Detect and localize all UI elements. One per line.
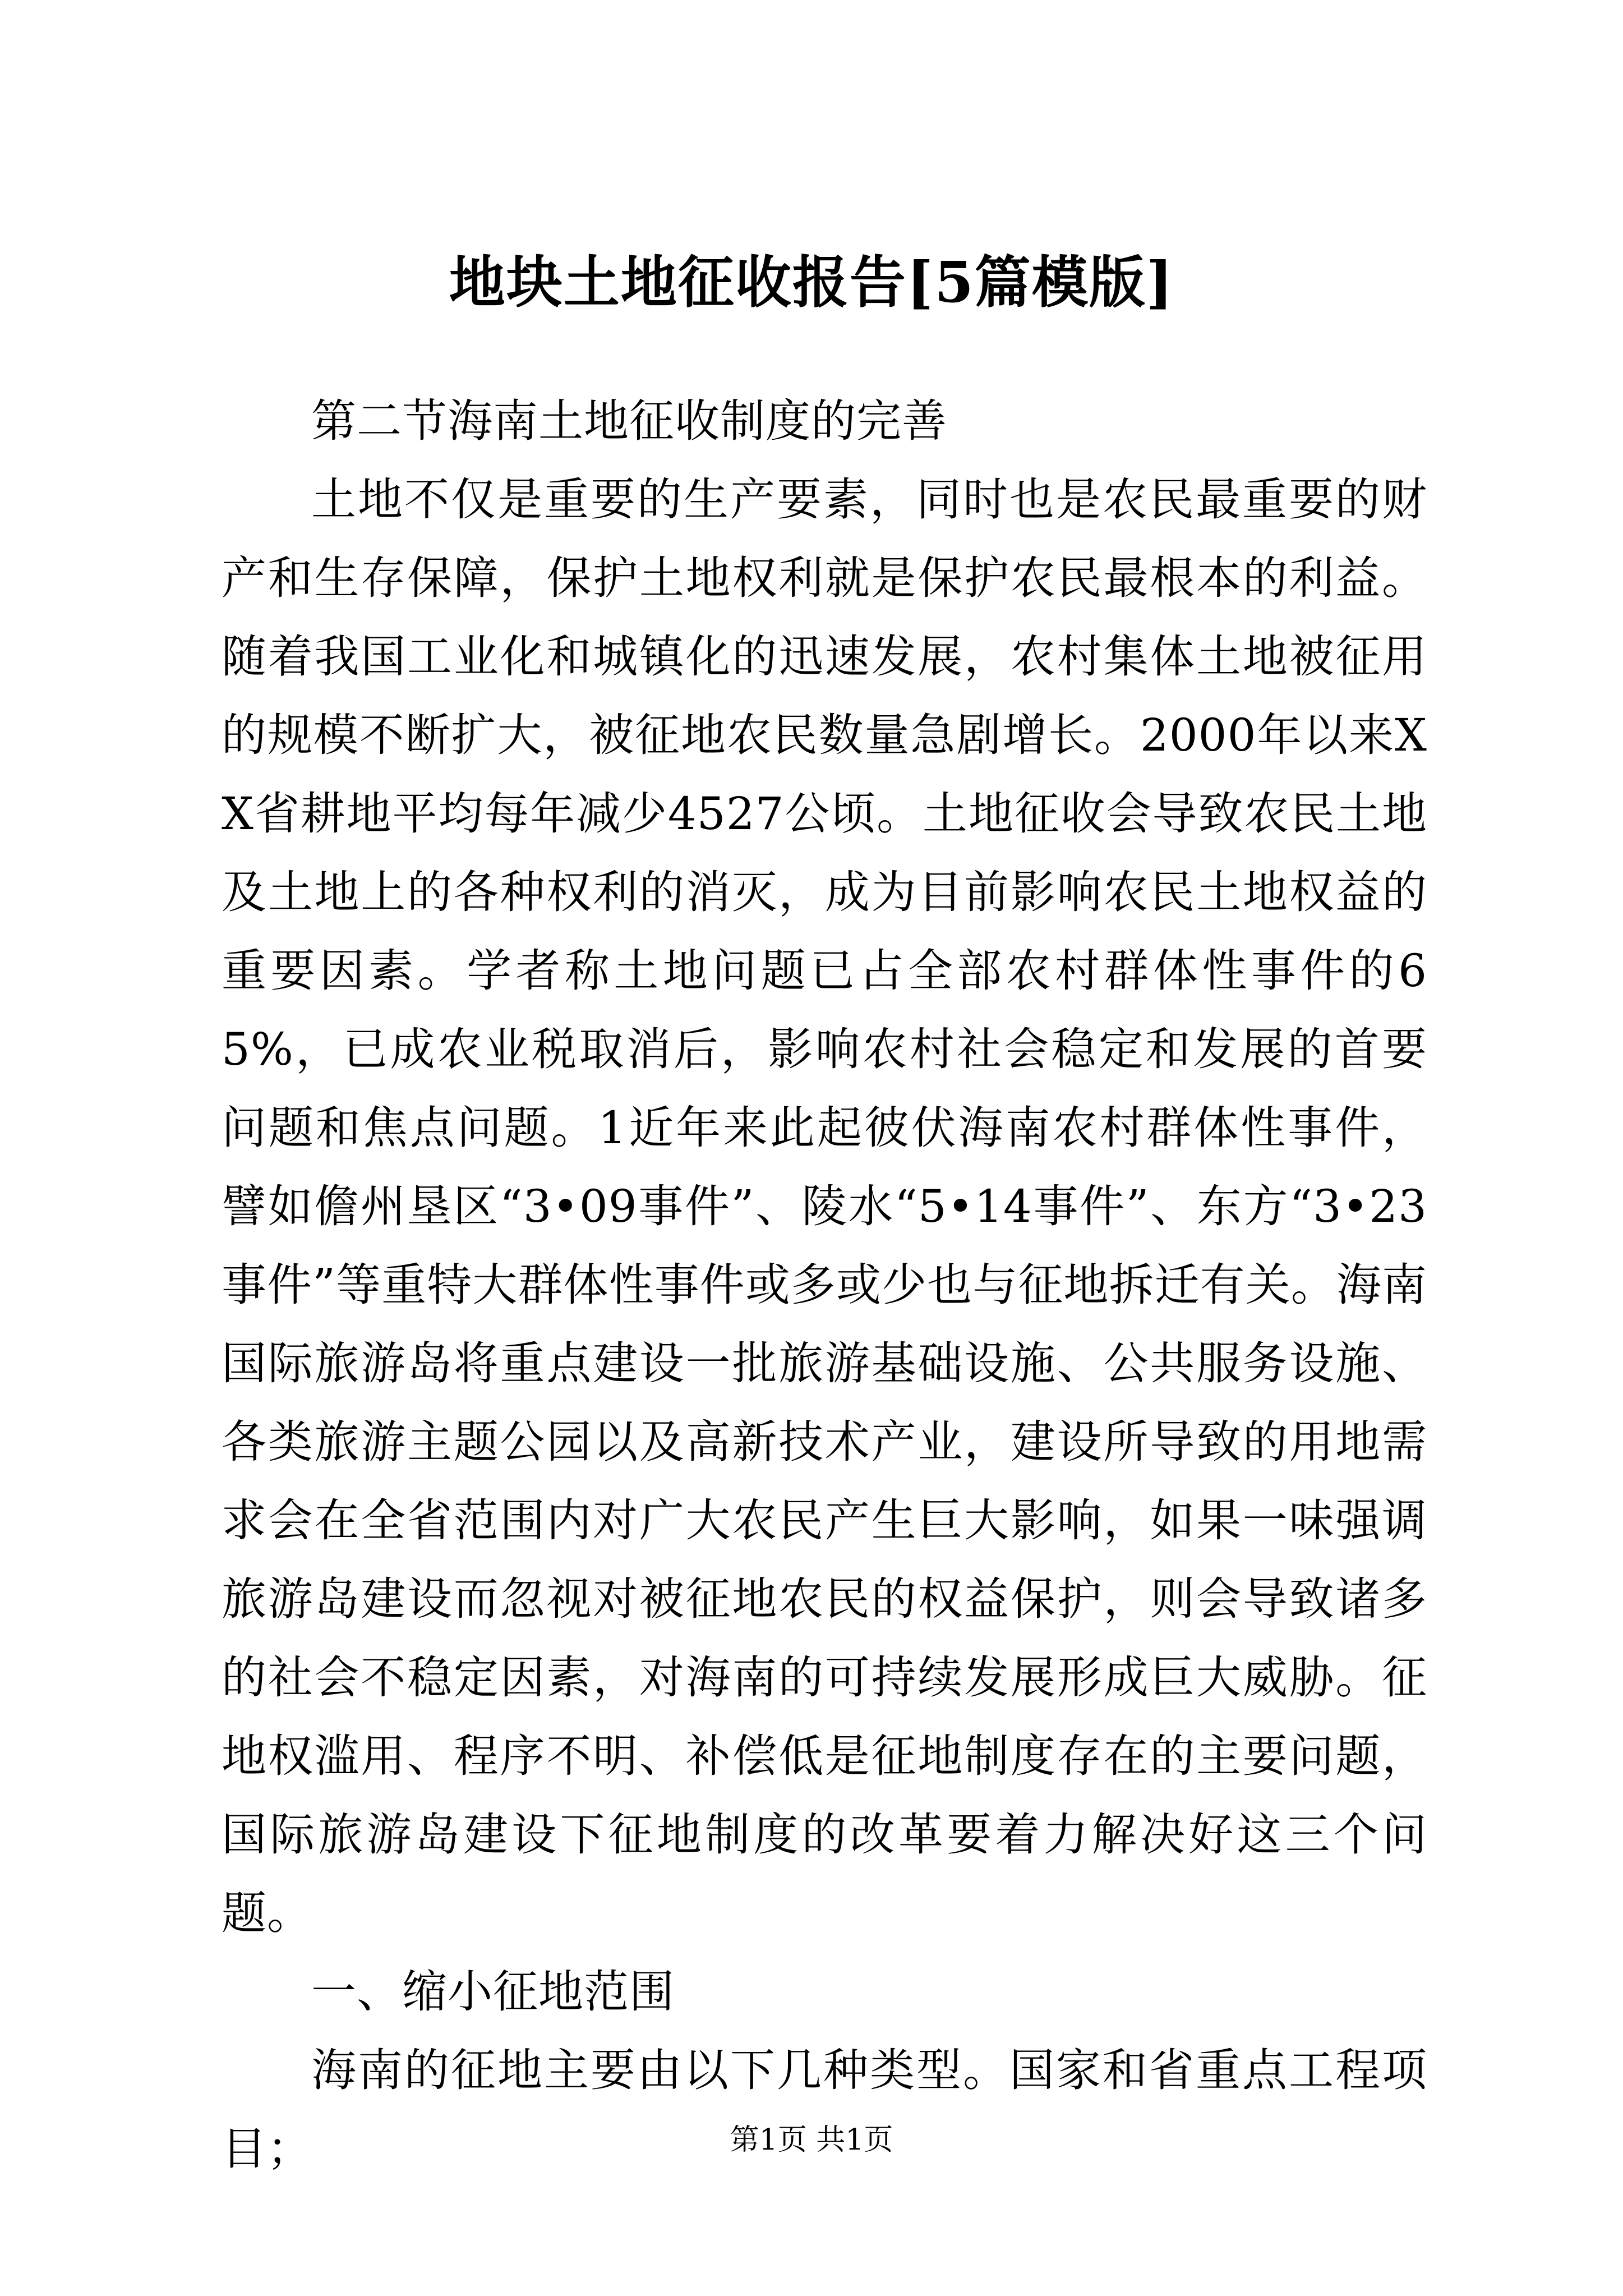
section-heading: 第二节海南土地征收制度的完善 bbox=[311, 395, 947, 447]
subsection-heading: 一、缩小征地范围 bbox=[311, 1966, 675, 2018]
body-paragraph: 土地不仅是重要的生产要素，同时也是农民最重要的财产和生存保障，保护土地权利就是保护农民最根本的利益。随着我国工业化和城镇化的迅速发展，农村集体土地被征用的规模不断扩大，被征地农民数量急剧增长。2000年以来XX省耕地平均每年减少4527公顷。土地征收会导致农民土地及土地上的各种权利的消灭，成为目前影响农民土地权益的重要因素。学者称土地问题已占全部农村群体性事件的65%，已成农业税取消后，影响农村社会稳定和发展的首要问题和焦点问题。1近年来此起彼伏海南农村群体性事件，譬如儋州垦区“3•09事件”、陵水“5•14事件”、东方“3•23事件”等重特大群体性事件或多或少也与征地拆迁有关。海南国际旅游岛将重点建设一批旅游基础设施、公共服务设施、各类旅游主题公园以及高新技术产业，建设所导致的用地需求会在全省范围内对广大农民产生巨大影响，如果一味强调旅游岛建设而忽视对被征地农民的权益保护，则会导致诸多的社会不稳定因素，对海南的可持续发展形成巨大威胁。征地权滥用、程序不明、补偿低是征地制度存在的主要问题，国际旅游岛建设下征地制度的改革要着力解决好这三个问题。 bbox=[222, 473, 1427, 1939]
document-title: 地块土地征收报告[5篇模版] bbox=[449, 249, 1174, 315]
body-paragraph: 海南的征地主要由以下几种类型。国家和省重点工程项目； bbox=[222, 2044, 1427, 2175]
page-number-footer: 第1页 共1页 bbox=[730, 2123, 893, 2157]
document-body bbox=[222, 382, 1427, 2188]
